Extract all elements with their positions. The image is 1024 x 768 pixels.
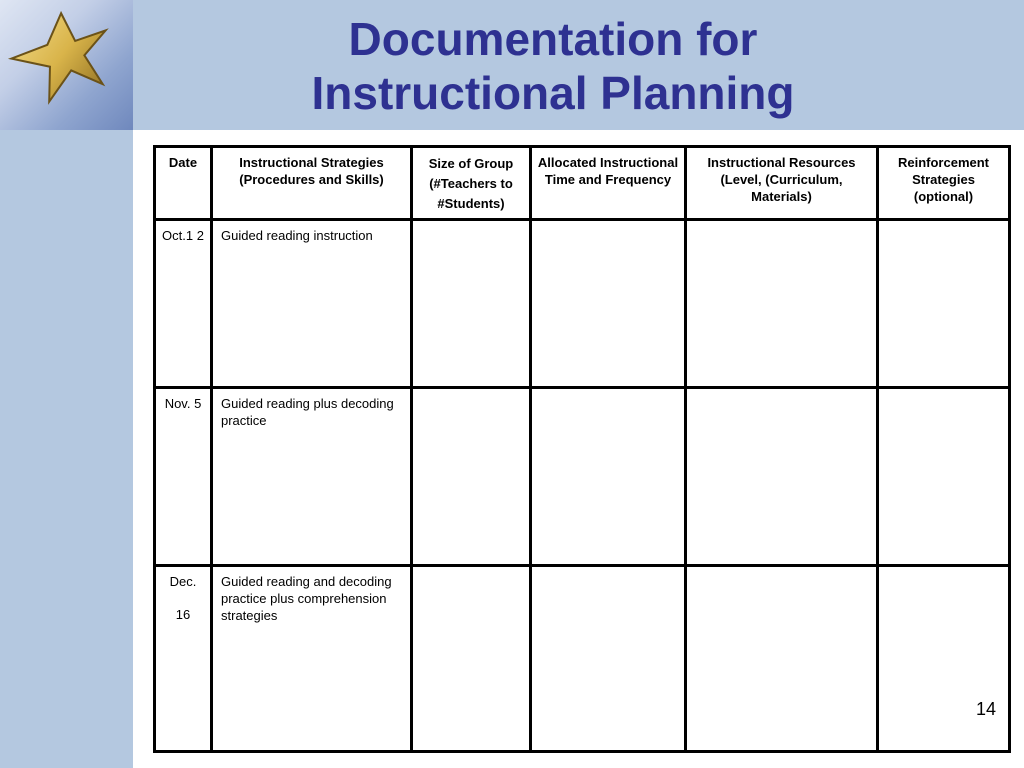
table-row [155, 388, 1010, 566]
header-allocated-time: Allocated Instructional Time and Frequency [531, 147, 686, 220]
reinforcement-cell[interactable] [878, 220, 1010, 388]
resources-cell[interactable] [686, 220, 878, 388]
title-line-2: Instructional Planning [311, 67, 795, 119]
strategy-cell[interactable]: Guided reading plus decoding practice [212, 388, 412, 566]
title-line-1: Documentation for [348, 13, 758, 65]
date-cell[interactable] [155, 220, 212, 388]
group-size-cell[interactable] [412, 566, 531, 752]
date-day-value: 16 [175, 607, 191, 622]
date-value: Nov. 5 [164, 396, 202, 411]
date-cell[interactable] [155, 566, 212, 752]
table-row [155, 220, 1010, 388]
date-cell[interactable] [155, 388, 212, 566]
group-size-cell[interactable] [412, 220, 531, 388]
table-row [155, 566, 1010, 752]
header-date: Date [155, 147, 212, 220]
date-value: Dec. [169, 574, 197, 589]
table-header-row [155, 147, 1010, 220]
resources-cell[interactable] [686, 388, 878, 566]
group-size-cell[interactable] [412, 388, 531, 566]
header-reinforcement-strategies: Reinforcement Strategies (optional) [878, 147, 1010, 220]
page-number: 14 [975, 699, 996, 719]
star-icon [0, 0, 133, 130]
date-value: Oct.1 2 [162, 228, 204, 243]
strategy-cell[interactable]: Guided reading and decoding practice plus comprehension strategies [212, 566, 412, 752]
allocated-time-cell[interactable] [531, 220, 686, 388]
strategy-cell[interactable]: Guided reading instruction [212, 220, 412, 388]
allocated-time-cell[interactable] [531, 566, 686, 752]
reinforcement-cell[interactable] [878, 388, 1010, 566]
header-size-of-group: Size of Group (#Teachers to #Students) [412, 147, 531, 220]
header-instructional-resources: Instructional Resources (Level, (Curriculum, Materials) [686, 147, 878, 220]
logo-tile [0, 0, 133, 130]
allocated-time-cell[interactable] [531, 388, 686, 566]
planning-table [153, 145, 1011, 753]
header-instructional-strategies: Instructional Strategies (Procedures and Skills) [212, 147, 412, 220]
date-gap [159, 590, 207, 606]
reinforcement-cell[interactable] [878, 566, 1010, 752]
page-title [133, 12, 973, 120]
resources-cell[interactable] [686, 566, 878, 752]
